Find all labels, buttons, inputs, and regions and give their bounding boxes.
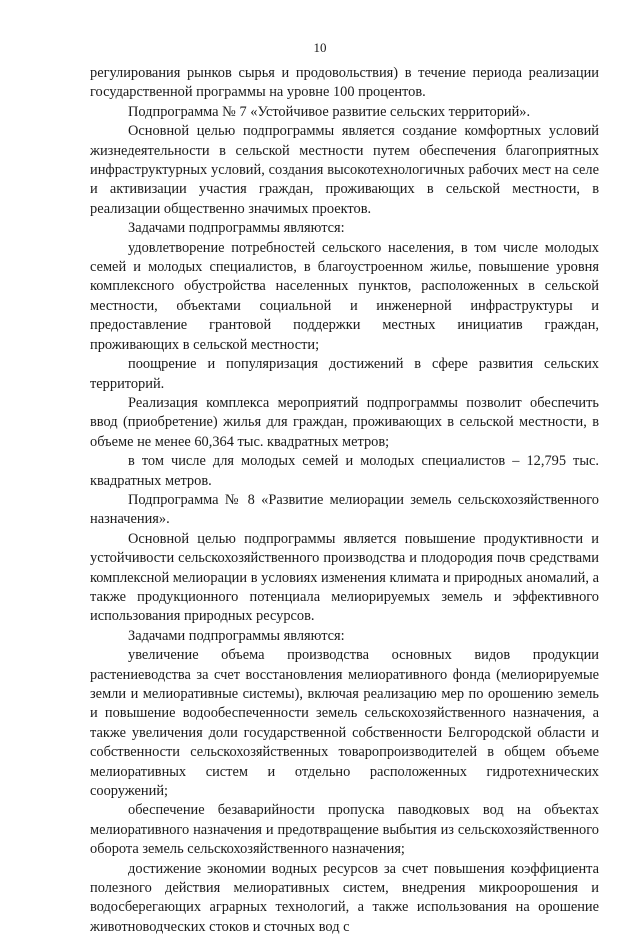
subprogram-8-goal: Основной целью подпрограммы является повышение продуктивности и устойчивости сельскохозяйственного производства и плодородия почв средствами комплексной мелиорации в условиях изменения климата и природных аномалий, а также продукционного потенциала мелиорируемых земель и эффективного использования природных ресурсов. (90, 530, 599, 625)
subprogram-8-title: Подпрограмма № 8 «Развитие мелиорации земель сельскохозяйственного назначения». (90, 491, 599, 528)
subprogram-7-title: Подпрограмма № 7 «Устойчивое развитие сельских территорий». (128, 103, 531, 120)
subprogram-7-tasks-heading: Задачами подпрограммы являются: (128, 220, 345, 237)
subprogram-8-task-1: увеличение объема производства основных видов продукции растениеводства за счет восстановления мелиоративного фонда (мелиорируемые земли и мелиоративные системы), включая реализацию мер по орошению земель и повышение водообеспеченности земель сельскохозяйственного назначения, а также увеличения доли государственной собственности Белгородской области и собственности сельскохозяйственных товаропроизводителей в общем объеме мелиоративных систем и отдельно расположенных гидротехнических сооружений; (90, 647, 599, 800)
subprogram-7-goal: Основной целью подпрограммы является создание комфортных условий жизнедеятельности в сельской местности путем обеспечения благоприятных инфраструктурных условий, создания высокотехнологичных рабочих мест на селе и активизации участия граждан, проживающих в сельской местности, в реализации общественно значимых проектов. (90, 123, 599, 217)
subprogram-7-result: Реализация комплекса мероприятий подпрограммы позволит обеспечить ввод (приобретение) жилья для граждан, проживающих в сельской местности, в объеме не менее 60,364 тыс. квадратных метров; (90, 394, 599, 450)
paragraph-continuation: регулирования рынков сырья и продовольствия) в течение периода реализации государственной программы на уровне 100 процентов. (90, 65, 599, 101)
subprogram-7-task-1: удовлетворение потребностей сельского населения, в том числе молодых семей и молодых специалистов, в благоустроенном жилье, повышение уровня комплексного обустройства населенных пунктов, расположенных в сельской местности, объектами социальной и инженерной инфраструктуры и предоставление грантовой поддержки местных инициатив граждан, проживающих в сельской местности; (90, 239, 599, 353)
document-body (90, 64, 599, 937)
subprogram-7-result-young: в том числе для молодых семей и молодых специалистов – 12,795 тыс. квадратных метров. (90, 453, 599, 489)
page-number: 10 (313, 40, 327, 55)
subprogram-8-tasks-heading: Задачами подпрограммы являются: (128, 627, 345, 644)
subprogram-8-task-3: достижение экономии водных ресурсов за счет повышения коэффициента полезного действия мелиоративных систем, внедрения микроорошения и водосберегающих аграрных технологий, а также использования на орошение животноводческих стоков и сточных вод с (90, 860, 599, 935)
subprogram-8-task-2: обеспечение безаварийности пропуска паводковых вод на объектах мелиоративного назначения и предотвращение выбытия из сельскохозяйственного оборота земель сельскохозяйственного назначения; (90, 802, 599, 858)
subprogram-7-task-2: поощрение и популяризация достижений в сфере развития сельских территорий. (90, 356, 599, 392)
